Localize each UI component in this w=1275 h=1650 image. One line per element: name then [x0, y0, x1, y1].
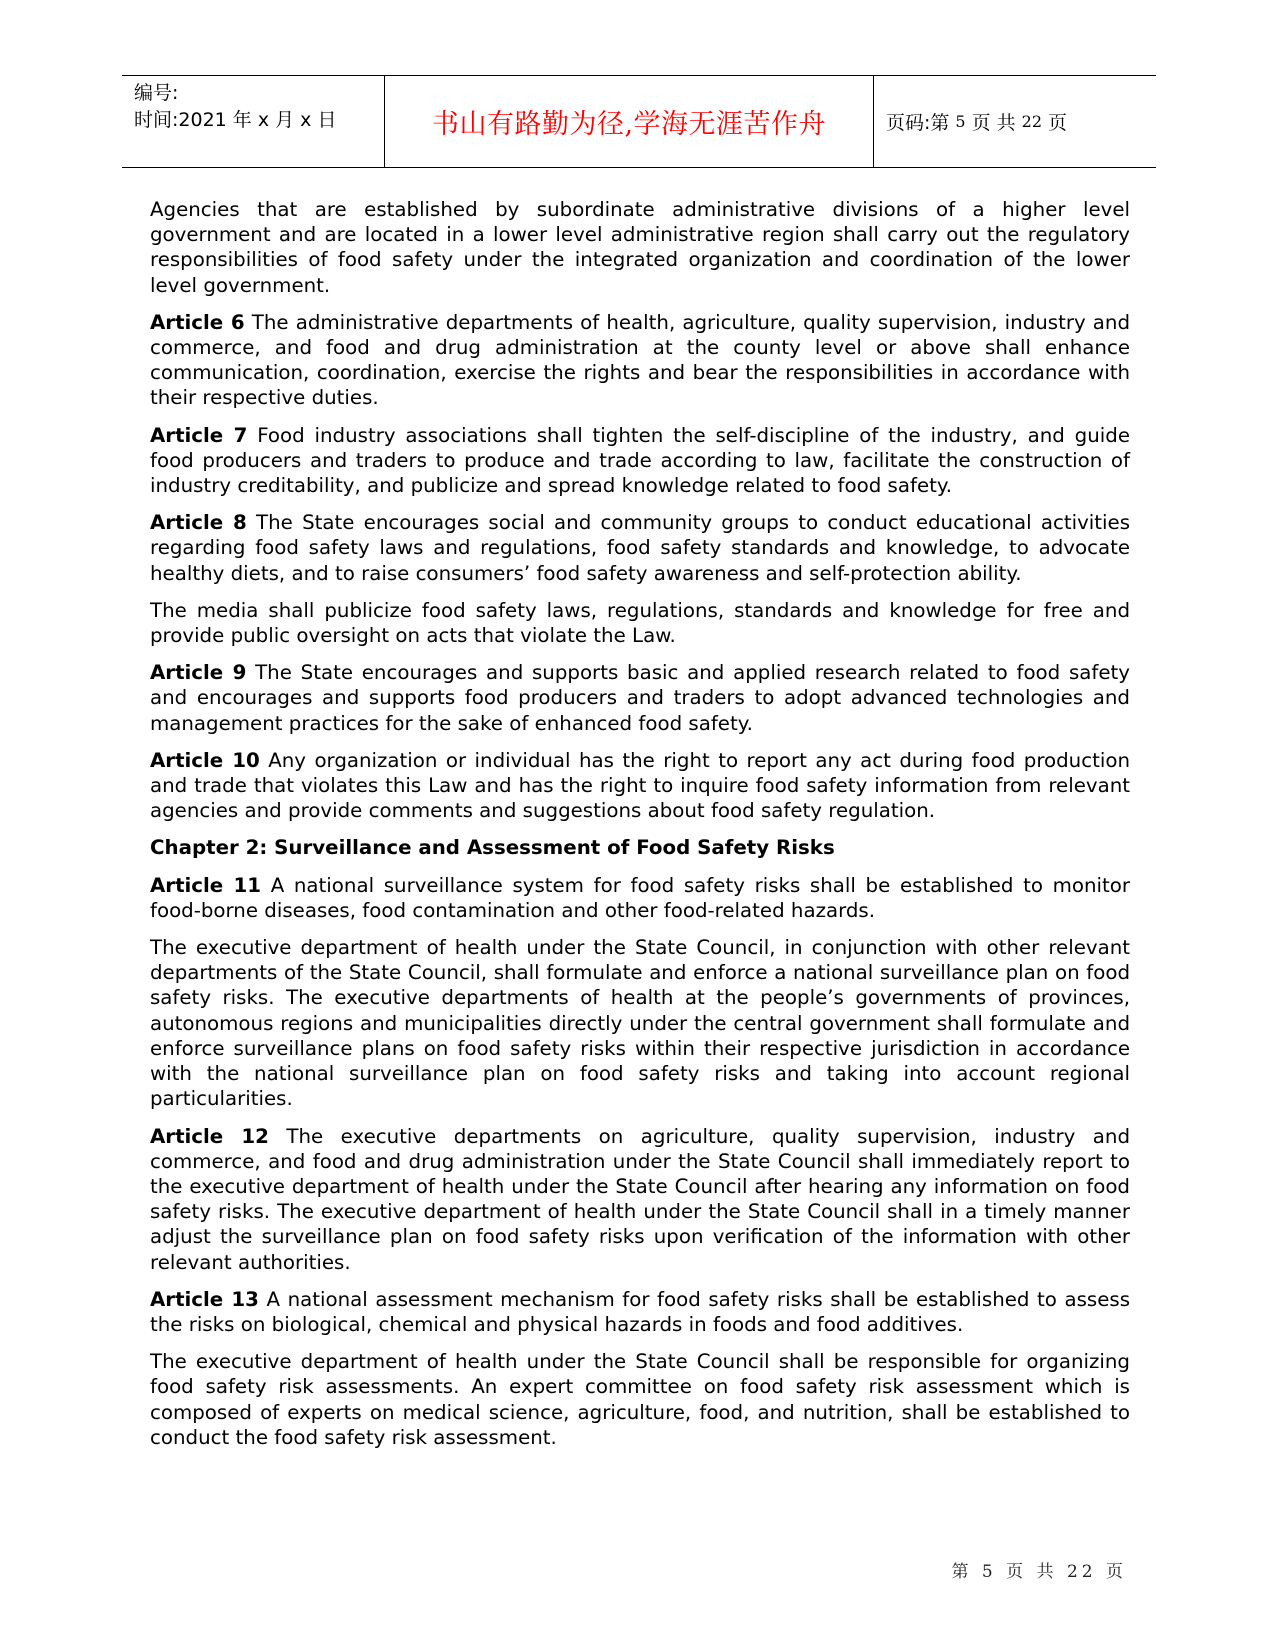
paragraph-text: Food industry associations shall tighten the self-discipline of the industry, and guide food producers and traders to produce and trade according to law, facilitate the construction of industry creditability, and publicize and spread knowledge related to food safety.: [150, 423, 1130, 498]
paragraph: [150, 1287, 1130, 1337]
paragraph-text: The administrative departments of health, agriculture, quality supervision, industry and commerce, and food and drug administration at the county level or above shall enhance communication, coordination, exercise the rights and bear the responsibilities in accordance with their respective duties.: [150, 310, 1131, 410]
page-current: 5: [955, 112, 966, 131]
paragraph-text: Any organization or individual has the right to report any act during food production and trade that violates this Law and has the right to inquire food safety information from relevant agencies and provide comments and suggestions about food safety regulation.: [150, 748, 1130, 823]
page-label-mid: 页 共: [971, 112, 1016, 134]
article-number: Article 12: [150, 1124, 269, 1148]
paragraph: [150, 598, 1130, 648]
paragraph: [150, 510, 1130, 586]
page-total: 22: [1021, 112, 1042, 131]
paragraph: [150, 1349, 1130, 1450]
document-body: [150, 197, 1130, 1462]
paragraph-text: The executive department of health under the State Council, in conjunction with other relevant departments of the State Council, shall formulate and enforce a national surveillance plan on food safety risks. The executive departments of health at the people’s governments of provinces, autonomous regions and municipalities directly under the central government shall formulate and enforce surveillance plans on food safety risks within their respective jurisdiction in accordance with the national surveillance plan on food safety risks and taking into account regional particularities.: [150, 936, 1130, 1111]
paragraph: [150, 873, 1130, 923]
header-motto: 书山有路勤为径,学海无涯苦作舟: [431, 109, 827, 140]
paragraph-text: The executive department of health under the State Council shall be responsible for organizing food safety risk assessments. An expert committee on food safety risk assessment which is composed of experts on medical science, agriculture, food, and nutrition, shall be established to conduct the food safety risk assessment.: [150, 1350, 1130, 1449]
paragraph-text: A national assessment mechanism for food safety risks shall be established to assess the risks on biological, chemical and physical hazards in foods and food additives.: [150, 1287, 1130, 1336]
paragraph-text: A national surveillance system for food safety risks shall be established to monitor food-borne diseases, food contamination and other food-related hazards.: [150, 873, 1131, 922]
paragraph: [150, 310, 1130, 411]
paragraph-text: The State encourages and supports basic and applied research related to food safety and encourages and supports food producers and traders to adopt advanced technologies and management practices for the sake of enhanced food safety.: [150, 661, 1130, 735]
article-number: Article 13: [150, 1287, 259, 1311]
article-number: Article 10: [150, 748, 260, 772]
paragraph-text: The media shall publicize food safety laws, regulations, standards and knowledge for free and provide public oversight on acts that violate the Law.: [150, 598, 1130, 648]
page-label-suffix: 页: [1048, 112, 1068, 134]
paragraph: [150, 935, 1130, 1111]
article-number: Article 7: [150, 423, 248, 447]
page-footer: 第 5 页 共 22 页: [951, 1562, 1127, 1582]
article-number: Article 8: [150, 511, 247, 535]
article-number: Article 11: [150, 873, 262, 897]
paragraph: [150, 197, 1130, 298]
document-time-label: 时间:2021 年 x 月 x 日: [134, 109, 337, 131]
paragraph-text: Agencies that are established by subordinate administrative divisions of a higher level government and are located in a lower level administrative region shall carry out the regulatory responsibilities of food safety under the integrated organization and coordination of the lower level government.: [150, 198, 1130, 297]
paragraph: [150, 660, 1130, 736]
chapter-title: Chapter 2: Surveillance and Assessment of Food Safety Risks: [150, 836, 835, 860]
paragraph: [150, 423, 1130, 499]
paragraph-text: The executive departments on agriculture, quality supervision, industry and commerce, and food and drug administration under the State Council shall immediately report to the executive department of health under the State Council after hearing any information on food safety risks. The executive department of health under the State Council shall in a timely manner adjust the surveillance plan on food safety risks upon verification of the information with other relevant authorities.: [150, 1124, 1130, 1274]
header-motto-cell: [385, 76, 874, 167]
page-label-prefix: 页码:第: [886, 112, 950, 134]
header-meta-cell: [122, 76, 385, 167]
header-page-cell: [874, 76, 1156, 167]
header-table: [122, 75, 1156, 168]
document-number-label: 编号:: [134, 82, 179, 104]
article-number: Article 6: [150, 310, 245, 334]
paragraph: [150, 748, 1130, 824]
paragraph: [150, 1124, 1130, 1275]
article-number: Article 9: [150, 661, 247, 685]
paragraph-text: The State encourages social and community groups to conduct educational activities regarding food safety laws and regulations, food safety standards and knowledge, to advocate healthy diets, and to raise consumers’ food safety awareness and self-protection ability.: [150, 511, 1131, 585]
